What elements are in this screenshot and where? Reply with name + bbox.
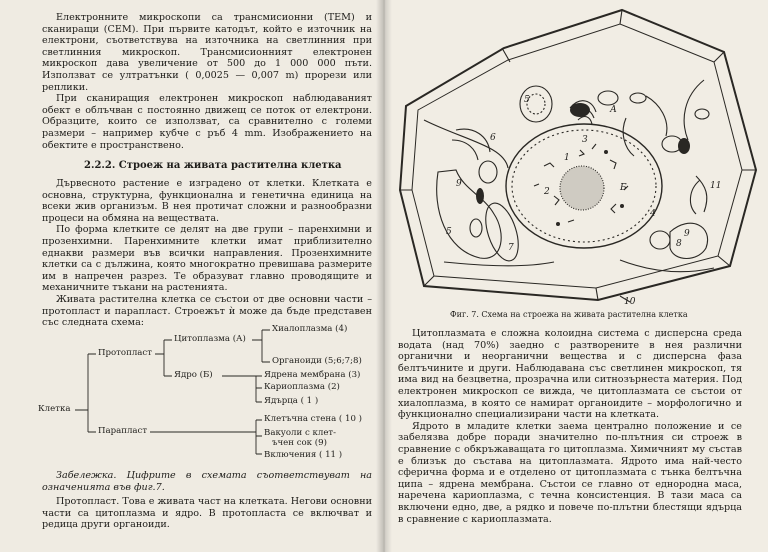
fig-label-11: 11 bbox=[710, 181, 722, 191]
paragraph-cytoplasm: Цитоплазмата е сложна колоидна система с дисперсна среда водата (над 70%) заедно с разтворените в нея различни органични и неорганични вещества и с дисперсна фаза белтъчините и други. Наблюдавана със светлинен микроскоп, тя има вид на безцветна, прозрачна или ситнозърнеста материя. Под електронен микроскоп се вижда, че цитоплазмата се състои от хиалоплазма, в която се намират органоидите – морфологично и функционално специализирани части на клетката. bbox=[398, 328, 742, 421]
fig-label-9b: 9 bbox=[684, 229, 690, 239]
paragraph-cell-definition: Дървесното растение е изградено от клетки. Клетката е основна, структурна, функционална и генетична единица на всеки жив организъм. В нея протичат сложни и разнообразни процеси на обмяна на веществата. bbox=[42, 178, 372, 224]
fig-label-B: Б bbox=[620, 183, 627, 193]
paragraph-nucleus: Ядрото в младите клетки заема централно положение и се забелязва добре поради значително по-плътния си строеж в сравнение с обкръжаващата го цитоплазма. Химичният му състав е близък до състава на цитоплазмата. Ядрото има най-често сферична форма и е отделено от цитоплазмата с тънка белтъчна ципа – ядрена мембрана. Състои се главно от еднородна маса, наречена кариоплазма, с течна консистенция. В тази маса са включени едно, две, а рядко и повече по-плътни блестящи ядърца в сравнение с кариоплазмата. bbox=[398, 420, 742, 525]
scheme-hyaloplasm: Хиалоплазма (4) bbox=[272, 324, 348, 334]
section-heading: 2.2.2. Строеж на живата растителна клетка bbox=[84, 160, 342, 171]
paragraph-electron-microscopes: Електронните микроскопи са трансмисионни (ТЕМ) и сканиращи (СЕМ). При първите катодът, който е източник на електрони, съответствува на източника на светлинния при светлинния микроскоп. Трансмисионният електронен микроскоп дава увеличение от 500 до 1 000 000 пъти. Използват се ултратънки ( 0,0025 — 0,007 m) прорези или реплики. bbox=[42, 12, 372, 93]
fig-label-3: 3 bbox=[582, 135, 588, 145]
fig-label-1: 1 bbox=[564, 153, 570, 163]
book-gutter bbox=[376, 0, 392, 552]
scheme-cytoplasm: Цитоплазма (А) bbox=[174, 334, 246, 344]
left-text-bottom bbox=[42, 470, 372, 531]
scheme-vacuoles-line2: ъчен сок (9) bbox=[272, 438, 327, 448]
fig-label-5: 5 bbox=[524, 95, 530, 105]
scheme-protoplast: Протопласт bbox=[98, 348, 152, 358]
right-page bbox=[384, 0, 768, 552]
scheme-paraplast: Парапласт bbox=[98, 426, 148, 436]
paragraph-cell-shapes: По форма клетките се делят на две групи – паренхимни и прозенхимни. Паренхимните клетки имат приблизително еднакви размери във всички направления. Прозенхимните клетки са с дължина, която многократно превишава размерите им в напречен разрез. Те образуват главно проводящите и механичните тъкани на растенията. bbox=[42, 224, 372, 294]
note-paragraph: Забележка. Цифрите в схемата съответствуват на означенията във фиг.7. bbox=[42, 470, 372, 493]
scheme-cell: Клетка bbox=[38, 404, 71, 414]
fig-label-A: А bbox=[610, 105, 617, 115]
fig-label-7: 7 bbox=[508, 243, 514, 253]
paragraph-scanning-microscope: При сканиращия електронен микроскоп наблюдаваният обект е облъчван с постоянно движещ се поток от електрони. Образците, които се използват, са сравнително с големи размери – например кубче с ръб 4 mm. Изображението на обектите е пространствено. bbox=[42, 93, 372, 151]
fig-label-9: 9 bbox=[456, 179, 462, 189]
paragraph-protoplast: Протопласт. Това е живата част на клетката. Негови основни части са цитоплазма и ядро. В протопласта се включват и редица други органоиди. bbox=[42, 496, 372, 531]
fig-label-8: 8 bbox=[676, 239, 682, 249]
fig-label-2: 2 bbox=[544, 187, 550, 197]
scheme-nucleus: Ядро (Б) bbox=[174, 370, 213, 380]
scheme-vacuoles-line1: Вакуоли с клет- bbox=[264, 428, 337, 438]
fig-label-6: 6 bbox=[490, 133, 496, 143]
figure-caption: Фиг. 7. Схема на строежа на живата растителна клетка bbox=[450, 310, 688, 319]
scheme-cell-wall: Клетъчна стена ( 10 ) bbox=[264, 414, 363, 424]
right-text bbox=[398, 328, 742, 525]
fig-label-10: 10 bbox=[624, 297, 636, 307]
scheme-inclusions: Включения ( 11 ) bbox=[264, 450, 343, 460]
scheme-karyoplasm: Кариоплазма (2) bbox=[264, 382, 340, 392]
fig-label-4: 4 bbox=[650, 209, 656, 219]
paragraph-cell-parts: Живата растителна клетка се състои от две основни части – протопласт и парапласт. Строежът ѝ може да бъде представен със следната схема: bbox=[42, 293, 372, 329]
plant-cell-figure bbox=[384, 0, 768, 310]
fig-label-5b: 5 bbox=[446, 227, 452, 237]
scheme-organelles: Органоиди (5;6;7;8) bbox=[272, 356, 362, 366]
scheme-nuclear-membrane: Ядрена мембрана (3) bbox=[264, 370, 361, 380]
scheme-nucleolus: Ядърца ( 1 ) bbox=[264, 396, 319, 406]
left-text-top bbox=[42, 12, 372, 151]
cell-structure-scheme bbox=[0, 318, 384, 466]
left-text-middle bbox=[42, 178, 372, 329]
